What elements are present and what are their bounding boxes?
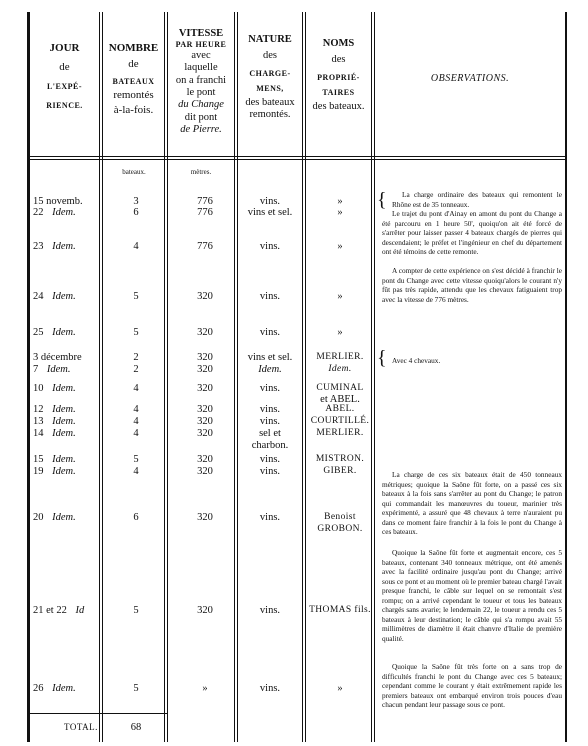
header-nombre-line: à-la-fois. [113, 104, 154, 117]
cell-nature: vins. [259, 241, 281, 252]
cell-nombre: 6 [133, 512, 139, 523]
header-noms [306, 38, 371, 113]
cell-nature: vins. [259, 605, 281, 616]
cell-jour-part: 23 [33, 241, 47, 252]
total-label: TOTAL. [64, 722, 98, 732]
cell-nombre: 3 [133, 196, 139, 207]
cell-noms: » [337, 683, 343, 694]
header-vitesse-line: le pont [186, 86, 216, 98]
cell-noms: GIBER. [323, 466, 357, 476]
header-noms-line: TAIRES [322, 88, 355, 98]
cell-vitesse: 320 [197, 352, 213, 363]
header-vitesse-line: VITESSE [178, 28, 224, 39]
cell-jour-part: 22 [33, 207, 47, 218]
header-nature-line: MENS, [256, 84, 284, 94]
col-divider-1b [102, 12, 103, 742]
cell-vitesse: 320 [197, 383, 213, 394]
cell-jour [33, 428, 76, 439]
cell-jour-part: 26 [33, 683, 47, 694]
cell-nature: vins. [259, 683, 281, 694]
cell-jour-part: 25 [33, 327, 47, 338]
cell-jour [33, 404, 76, 415]
cell-vitesse: 320 [197, 327, 213, 338]
cell-jour-part: Idem. [52, 327, 76, 338]
cell-nature: vins et sel. [247, 352, 293, 363]
header-noms-line: PROPRIÉ- [317, 72, 360, 82]
cell-vitesse: 320 [197, 512, 213, 523]
cell-vitesse: 776 [197, 207, 213, 218]
header-vitesse-line: avec [191, 49, 211, 61]
header-observations-text: OBSERVATIONS. [430, 73, 510, 84]
cell-nombre: 4 [133, 416, 139, 427]
cell-jour-part: Idem. [52, 454, 76, 465]
cell-nombre: 5 [133, 605, 139, 616]
cell-jour [33, 352, 82, 363]
cell-jour [33, 207, 76, 218]
cell-noms: MISTRON. [315, 454, 365, 464]
cell-nombre: 2 [133, 352, 139, 363]
cell-jour [33, 683, 76, 694]
cell-jour [33, 416, 76, 427]
cell-vitesse: 320 [197, 466, 213, 477]
observation-4: Avec 4 chevaux. [392, 356, 441, 365]
total-rule [27, 713, 167, 714]
cell-jour-part: Id [75, 605, 85, 616]
header-nombre-line: de [128, 57, 139, 70]
header-jour-line: L'EXPÉ- [46, 81, 83, 91]
cell-jour [33, 196, 83, 207]
cell-jour-part: 13 [33, 416, 47, 427]
cell-noms: » [337, 241, 343, 252]
total-value: 68 [130, 722, 142, 733]
cell-noms: ABEL. [325, 404, 355, 414]
header-nature-line: CHARGE- [249, 68, 291, 78]
header-nombre-line: NOMBRE [108, 42, 159, 54]
cell-jour [33, 241, 76, 252]
cell-jour-part: Idem. [52, 207, 76, 218]
cell-jour-part: Idem. [52, 404, 76, 415]
cell-jour-part: 12 [33, 404, 47, 415]
cell-jour-part: 19 [33, 466, 47, 477]
header-nature [238, 34, 302, 121]
cell-nature: vins. [259, 404, 281, 415]
cell-nature: vins. [259, 454, 281, 465]
cell-vitesse: 320 [197, 364, 213, 375]
cell-nature: charbon. [251, 440, 289, 451]
header-jour-line: de [59, 60, 70, 73]
cell-jour-part: 20 [33, 512, 47, 523]
cell-nature: sel et [259, 428, 281, 439]
header-nombre-line: remontés [113, 89, 154, 102]
cell-jour [33, 364, 71, 375]
cell-jour-part: Idem. [52, 291, 76, 302]
header-vitesse-line: on a franchi [175, 74, 227, 86]
cell-noms: GROBON. [317, 524, 363, 534]
col-divider-3 [234, 12, 235, 742]
cell-jour [33, 327, 76, 338]
cell-nature: vins. [259, 291, 281, 302]
header-rule [27, 156, 567, 157]
cell-jour-part: Idem. [46, 364, 71, 375]
cell-nombre: 4 [133, 404, 139, 415]
cell-noms: » [337, 207, 343, 218]
cell-noms: MERLIER. [316, 428, 364, 438]
cell-nature: vins et sel. [247, 207, 293, 218]
brace-2: { [377, 347, 387, 369]
cell-noms: et ABEL. [320, 394, 360, 405]
cell-nature: vins. [259, 196, 281, 207]
header-nature-line: des bateaux [245, 96, 295, 108]
cell-vitesse: 320 [197, 291, 213, 302]
observation-3: A compter de cette expérience on s'est décidé à franchir le pont du Change avec cette vitesse quoiqu'alors le courant n'y fût pas très rapide, attendu que les chevaux fatiguaient trop avec la vitesse de 776 mètres. [382, 266, 562, 304]
col-divider-4b [305, 12, 306, 742]
cell-noms: CUMINAL [316, 383, 364, 393]
cell-nombre: 5 [133, 683, 139, 694]
header-jour-line: RIENCE. [46, 101, 83, 111]
cell-jour-part: 21 et 22 [33, 605, 70, 616]
observation-7: Quoique la Saône fût très forte on a sans trop de difficultés franchi le pont du Change avec ces 5 bateaux; cependant comme le courant y était extrêmement rapide les premiers bateaux ont embarqué environ trois pouces d'eau chacun pendant leur passage sous ce pont. [382, 662, 562, 709]
col-divider-2 [164, 12, 165, 742]
cell-jour-part: 3 décembre [33, 352, 82, 363]
cell-noms: THOMAS fils. [309, 605, 371, 615]
header-jour-line: JOUR [49, 42, 80, 54]
col-divider-1 [99, 12, 100, 742]
cell-noms: Benoist [324, 512, 356, 522]
cell-vitesse: 320 [197, 404, 213, 415]
observation-6: Quoique la Saône fût forte et augmentait encore, ces 5 bateaux, contenant 340 tonneaux métrique, ont été amenés avec la facilité ordinaire jusqu'au pont du Change; arrivé sous ce pont et au moment où le premier bateau chargé l'avait presque franchi, le câble sur lequel on se remontait s'est rompu; on a arrivé cependant le toueur et tous les bateaux chargés sans avarie; le lendemain 22, le toueur a rendu ces 5 bateaux à leur destination; le câble qui s'a rompu avait 55 millimètres de diamètre il était chanvre d'Italie de première qualité. [382, 548, 562, 643]
header-observations [375, 73, 565, 85]
cell-jour-part: Idem. [52, 466, 76, 477]
cell-nombre: 4 [133, 428, 139, 439]
cell-nature: vins. [259, 416, 281, 427]
header-noms-line: NOMS [322, 38, 355, 49]
cell-nature: vins. [259, 466, 281, 477]
table-left-border [27, 12, 30, 742]
unit-bateaux: bateaux. [122, 168, 146, 176]
cell-nature: vins. [259, 512, 281, 523]
unit-metres: mètres. [190, 168, 212, 176]
col-divider-3b [237, 12, 238, 742]
col-divider-4 [302, 12, 303, 742]
cell-nombre: 5 [133, 291, 139, 302]
header-jour [30, 42, 99, 111]
cell-noms: » [337, 196, 343, 207]
cell-nature: vins. [259, 383, 281, 394]
cell-jour [33, 466, 76, 477]
cell-nombre: 6 [133, 207, 139, 218]
header-noms-line: des [331, 54, 346, 66]
brace-1: { [377, 189, 387, 211]
table-right-border [565, 12, 567, 742]
cell-vitesse: 320 [197, 416, 213, 427]
cell-jour-part: 15 novemb. [33, 196, 83, 207]
cell-vitesse: 776 [197, 196, 213, 207]
header-vitesse-line: de Pierre. [180, 124, 222, 136]
observation-2: Le trajet du pont d'Ainay en amont du pont du Change a été parcouru en 1 heure 50', quoiqu'on ait été forcé de s'arrêter pour laisser passer 4 bateaux chargés de pierres qui descendaient; le préfet et l'ingénieur en chef du département ont été témoins de cette remonte. [382, 209, 562, 256]
cell-jour [33, 291, 76, 302]
cell-jour-part: 14 [33, 428, 47, 439]
cell-noms: MERLIER. [316, 352, 364, 362]
header-vitesse [168, 28, 234, 136]
cell-jour-part: 24 [33, 291, 47, 302]
cell-jour-part: 7 [33, 364, 41, 375]
cell-jour [33, 383, 76, 394]
col-divider-5b [374, 12, 375, 742]
observation-5: La charge de ces six bateaux était de 450 tonneaux métriques; quoique la Saône fût forte, on a passé ces six bateaux à la fois sans s'arrêter au pont du Change; le patron qui commandait les manœuvres du toueur, marinier très expérimenté, a assuré que 48 chevaux à terre n'auraient pu dans ce moment faire franchir à la fois le pont du Change à ces bateaux. [382, 470, 562, 536]
header-rule-2 [27, 159, 567, 160]
cell-nature: vins. [259, 327, 281, 338]
cell-jour-part: Idem. [52, 512, 76, 523]
cell-nombre: 2 [133, 364, 139, 375]
cell-vitesse: 320 [197, 605, 213, 616]
header-vitesse-line: dit pont [184, 111, 218, 123]
cell-noms: Idem. [328, 364, 352, 374]
col-divider-5 [371, 12, 372, 742]
cell-jour-part: 10 [33, 383, 47, 394]
header-nature-line: des [263, 50, 277, 62]
header-nombre-line: BATEAUX [112, 76, 155, 86]
cell-jour-part: Idem. [52, 683, 76, 694]
cell-jour [33, 454, 76, 465]
header-nature-line: remontés. [249, 109, 291, 120]
cell-noms: COURTILLÉ. [310, 416, 370, 426]
cell-jour [33, 512, 76, 523]
header-nombre [103, 42, 164, 117]
cell-jour-part: Idem. [52, 428, 76, 439]
cell-nombre: 5 [133, 454, 139, 465]
cell-nature: Idem. [258, 364, 282, 375]
cell-noms: » [337, 291, 343, 302]
cell-jour-part: Idem. [52, 383, 76, 394]
header-nature-line: NATURE [248, 34, 292, 45]
cell-jour-part: 15 [33, 454, 47, 465]
cell-nombre: 5 [133, 327, 139, 338]
cell-nombre: 4 [133, 241, 139, 252]
cell-vitesse: 320 [197, 454, 213, 465]
header-vitesse-line: laquelle [184, 62, 218, 74]
cell-vitesse: 320 [197, 428, 213, 439]
cell-nombre: 4 [133, 466, 139, 477]
cell-jour-part: Idem. [52, 241, 76, 252]
cell-jour [33, 605, 84, 616]
cell-vitesse: » [202, 683, 208, 694]
header-vitesse-line: PAR HEURE [175, 40, 227, 50]
cell-nombre: 4 [133, 383, 139, 394]
cell-noms: » [337, 327, 343, 338]
header-vitesse-line: du Change [178, 99, 224, 111]
cell-vitesse: 776 [197, 241, 213, 252]
cell-jour-part: Idem. [52, 416, 76, 427]
observation-1: La charge ordinaire des bateaux qui remontent le Rhône est de 35 tonneaux. [392, 190, 562, 209]
header-noms-line: des bateaux. [312, 100, 365, 112]
